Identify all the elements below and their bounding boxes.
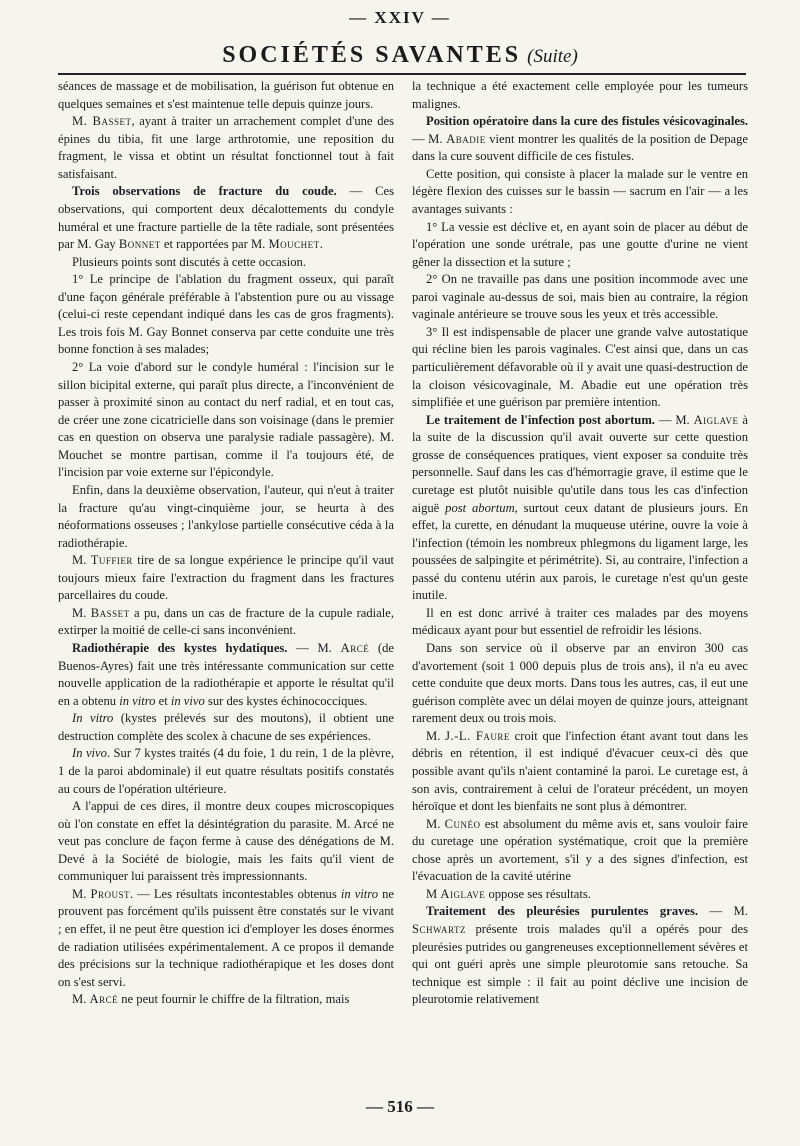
person-name: Aiglave <box>440 886 486 901</box>
paragraph: Cette position, qui consiste à placer la malade sur le ventre en légère flexion des cuisses sur le bassin — sacrum en l'air — a les avantages suivants : <box>412 166 748 216</box>
text-run: présente trois malades qu'il a opérés pour des pleurésies putrides ou gangreneuses exceptionnellement sévères et qui ont guéri après une simple pleurotomie sans retouche. Sa technique est simple : il fait au point déclive une incision de pleurotomie relativement <box>412 922 748 1007</box>
section-heading: Traitement des pleurésies purulentes graves. <box>426 904 699 919</box>
left-column <box>58 78 394 1088</box>
roman-page-number: — XXIV — <box>349 8 451 27</box>
paragraph <box>412 903 748 1008</box>
person-name: Proust <box>90 886 130 901</box>
person-name: Schwartz <box>412 922 466 936</box>
section-heading: Position opératoire dans la cure des fistules vésicovaginales. <box>426 114 748 129</box>
person-name: Arcé <box>89 992 119 1007</box>
text-run: M. <box>426 816 445 831</box>
italic-term: In vivo <box>72 746 107 761</box>
text-run: . <box>319 237 323 252</box>
text-run: M. <box>72 553 91 568</box>
text-run: et <box>155 693 171 708</box>
text-run: (de Buenos-Ayres) fait une très intéressante communication sur cette nouvelle application de la radiothérapie et apporte le résultat qu'il en a obtenu <box>58 641 394 708</box>
person-name: Cunéo <box>444 816 481 831</box>
paragraph <box>58 991 394 1009</box>
paragraph <box>58 640 394 710</box>
italic-term: post abortum <box>445 500 515 515</box>
paragraph: A l'appui de ces dires, il montre deux coupes microscopiques où l'on constate en effet la désintégration du parasite. M. Arcé ne veut pas conclure de façon ferme à cause des dénégations de M. Devé à la Société de biologie, mais les faits qu'il vient de communiquer lui paraissent très impressionnants. <box>58 799 394 884</box>
italic-term: in vitro <box>119 693 156 708</box>
text-run: M. <box>426 728 446 743</box>
paragraph <box>58 745 394 798</box>
text-run: — M. <box>412 131 447 146</box>
text-run: — M. <box>654 412 694 427</box>
person-name: Abadie <box>446 131 486 146</box>
paragraph: Enfin, dans la deuxième observation, l'auteur, qui n'eut à traiter la fracture qu'au vingt-cinquième jour, se heurta à des néoformations osseuses ; l'ankylose partielle consécutive céda à la radiothérapie. <box>58 482 394 550</box>
text-run: a pu, dans un cas de fracture de la cupule radiale, extirper la moitié de celle-ci sans inconvénient. <box>58 605 394 638</box>
italic-term: in vitro <box>340 886 379 901</box>
section-header <box>0 42 800 69</box>
person-name: Tuffier <box>90 553 133 568</box>
paragraph: 2° La voie d'abord sur le condyle huméral : l'incision sur le sillon bicipital externe, qui paraît plus directe, a l'inconvénient de passer à proximité sinon au contact du nerf radial, et en tout cas, de créer une zone cicatricielle dans son voisinage (dans le premier cas en question on observa une paralysie radiale passagère). M. Mouchet se montre partisan, comme il l'a toujours été, de l'incision par voie externe sur l'épicondyle. <box>58 360 394 480</box>
text-run: , surtout ceux datant de plusieurs jours. En effet, la curette, en dénudant la muqueuse utérine, ouvre la voie à l'infection (témoin les nombreux phlegmons du ligament large, les poussées de salpingite et périmétrite). Si, au contraire, l'infection a passé du contenu utérin aux parois, le curetage n'est qu'un geste inutile. <box>412 500 748 603</box>
continued-paragraph: séances de massage et de mobilisation, la guérison fut obtenue en quelques semaines et s'est maintenue telle depuis quinze jours. <box>58 79 394 111</box>
person-name: Basset <box>90 605 130 620</box>
person-name: J.-L. Faure <box>445 728 510 743</box>
person-name: Mouchet <box>268 237 320 252</box>
section-title: SOCIÉTÉS SAVANTES <box>222 42 522 68</box>
paragraph <box>412 728 748 816</box>
section-heading: Radiothérapie des kystes hydatiques. <box>72 641 288 655</box>
text-run: oppose ses résultats. <box>485 886 591 901</box>
person-name: Aiglave <box>693 412 739 427</box>
person-name: M. Basset <box>72 114 132 129</box>
paragraph: Dans son service où il observe par an environ 300 cas d'avortement (soit 1 000 depuis plus de trois ans), il n'a eu avec cette conduite que deux morts. Dans tous les autres, cas, il eut une guérison complète avec un délai moyen de quinze jours, atteignant rarement deux ou trois mois. <box>412 641 748 726</box>
paragraph <box>412 412 748 605</box>
text-run: (kystes prélevés sur des moutons), il obtient une destruction complète des scolex à chacune de ses expériences. <box>58 711 394 743</box>
text-run: — M. <box>287 641 341 655</box>
paragraph <box>412 816 748 886</box>
section-heading: Le traitement de l'infection post abortum. <box>426 412 655 427</box>
continued-paragraph: la technique a été exactement celle employée pour les tumeurs malignes. <box>412 79 748 111</box>
text-run: est absolument du même avis et, sans vouloir faire du curetage une opération systématique, croit que la première chose après un avortement, s'il y a des signes d'infection, est l'évacuation de la cavité utérine <box>412 816 748 884</box>
text-run: M <box>426 886 441 901</box>
paragraph <box>58 183 394 253</box>
paragraph <box>58 886 394 991</box>
paragraph: 1° Le principe de l'ablation du fragment osseux, qui paraît d'une façon générale préférable à l'abstention pure ou au vissage (celui-ci reste cependant indiqué dans les cas de gros fragments). Les trois fois M. Gay Bonnet conserva par cette conduite une très bonne fonction à ses malades; <box>58 272 394 357</box>
paragraph: 2° On ne travaille pas dans une position incommode avec une paroi vaginale au-dessus de soi, mais bien au contraire, la région vaginale antérieure se trouve sous les yeux et très accessible. <box>412 272 748 322</box>
italic-term: In vitro <box>72 711 114 726</box>
paragraph <box>58 552 394 605</box>
text-run: et rapportées par M. <box>160 237 269 252</box>
paragraph: Il en est donc arrivé à traiter ces malades par des moyens médicaux ayant pour but essentiel de refroidir les lésions. <box>412 605 748 638</box>
text-run: M. <box>72 605 91 620</box>
person-name: Bonnet <box>118 237 161 252</box>
paragraph <box>412 886 748 904</box>
right-column <box>412 78 748 1088</box>
section-heading: Trois observations de fracture du coude. <box>72 184 337 199</box>
paragraph: Plusieurs points sont discutés à cette occasion. <box>72 254 306 269</box>
text-run: — M. <box>698 904 748 919</box>
paragraph <box>58 710 394 745</box>
text-run: ne peut fournir le chiffre de la filtration, mais <box>118 992 350 1007</box>
text-run: à la suite de la discussion qu'il avait ouverte sur cette question grosse de conséquences pratiques, vient exposer sa conduite très personnelle. Sauf dans les cas d'hémorragie grave, il estime que le curetage est plutôt nuisible qu'utile dans tous les cas d'infection aiguë <box>412 412 748 515</box>
paragraph <box>58 113 394 183</box>
text-run: . Sur 7 kystes traités (4 du foie, 1 du rein, 1 de la plèvre, 1 de la paroi abdominale) il eut quatre résultats positifs constatés au cours de l'opération ultérieure. <box>58 746 394 796</box>
text-run: ne prouvent pas forcément qu'ils puissent être constatés sur le vivant ; en effet, il ne peut être question ici d'employer les doses énormes de radiation utilisées expérimentalement. A ce propos il demande des précisions sur la technique radiothérapique et les doses dont on s'est servi. <box>58 886 394 989</box>
text-run: — Ces observations, qui comportent deux décalottements du condyle huméral et une fracture partielle de la tête radiale, sont présentées par M. Gay <box>58 184 394 252</box>
paragraph: 3° Il est indispensable de placer une grande valve autostatique qui récline bien les parois vaginales. C'est ainsi que, dans un cas particulièrement défavorable où il y avait une quasi-destruction de la cloison vésicovaginale, M. Abadie eut une opération très simplifiée et une guérison par première intention. <box>412 324 748 410</box>
paragraph <box>58 605 394 640</box>
paragraph <box>412 113 748 166</box>
text-run: tire de sa longue expérience le principe qu'il vaut toujours mieux faire l'extraction du fragment dans les fractures parcellaires du coude. <box>58 553 394 603</box>
header-rule <box>58 73 746 75</box>
text-run: M. <box>72 886 91 901</box>
text-run: M. <box>72 992 90 1007</box>
text-run: sur des kystes échinococciques. <box>204 693 368 708</box>
italic-term: in vivo <box>170 693 205 708</box>
paragraph: 1° La vessie est déclive et, en ayant soin de placer au début de l'opération une sonde urétrale, pas une goutte d'urine ne vient gêner la dissection et la suture ; <box>412 219 748 269</box>
page-number: — 516 — <box>366 1097 434 1116</box>
section-suite: (Suite) <box>527 46 578 67</box>
text-run: . — Les résultats incontestables obtenus <box>129 886 341 901</box>
text-run: vient montrer les qualités de la position de Depage dans la cure souvent difficile de ces fistules. <box>412 131 748 164</box>
person-name: Arcé <box>340 641 370 655</box>
text-run: , ayant à traiter un arrachement complet d'une des épines du tibia, fit une large arthrotomie, une reposition du fragment, le vissa et obtint un résultat fonctionnel tout à fait satisfaisant. <box>58 114 394 181</box>
text-run: croit que l'infection étant avant tout dans les débris en rétention, il est indiqué d'évacuer ceux-ci dès que possible avant qu'ils n'aient contaminé la paroi. Le curetage est, à son avis, contrairement à celui de l'orateur précédent, un moyen héroïque et dont les bienfaits ne sont plus à démontrer. <box>412 728 748 814</box>
